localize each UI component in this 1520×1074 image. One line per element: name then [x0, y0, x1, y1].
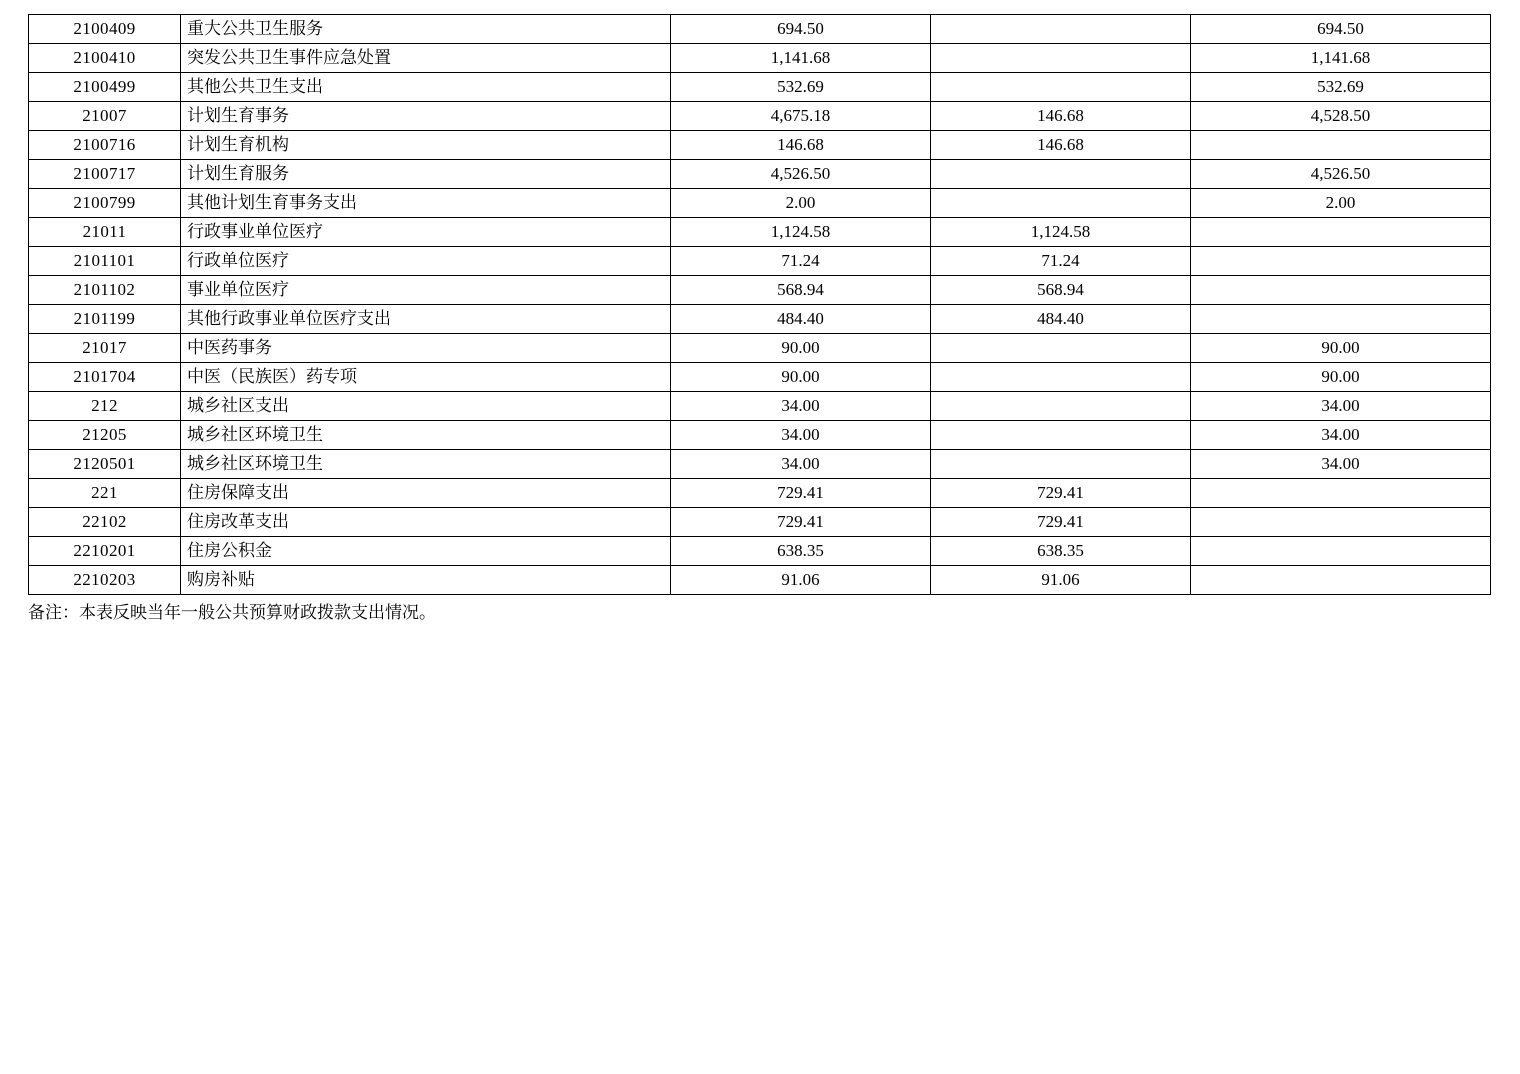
table-row: [29, 479, 1491, 508]
table-row: [29, 73, 1491, 102]
cell-basic-expenditure: [931, 392, 1191, 421]
cell-project-expenditure: [1191, 566, 1491, 595]
cell-subject-name: 城乡社区环境卫生: [181, 450, 671, 479]
table-footnote: 备注：本表反映当年一般公共预算财政拨款支出情况。: [28, 603, 436, 622]
cell-subject-name: 中医（民族医）药专项: [181, 363, 671, 392]
cell-basic-expenditure: [931, 44, 1191, 73]
cell-basic-expenditure: [931, 363, 1191, 392]
cell-subject-code: 2100799: [29, 189, 181, 218]
cell-subject-name: 其他行政事业单位医疗支出: [181, 305, 671, 334]
cell-project-expenditure: [1191, 131, 1491, 160]
cell-subject-name: 其他公共卫生支出: [181, 73, 671, 102]
cell-subject-code: 2120501: [29, 450, 181, 479]
cell-subject-name: 行政事业单位医疗: [181, 218, 671, 247]
cell-project-expenditure: [1191, 537, 1491, 566]
cell-project-expenditure: [1191, 479, 1491, 508]
cell-subject-code: 2101101: [29, 247, 181, 276]
cell-basic-expenditure: 729.41: [931, 508, 1191, 537]
cell-subject-name: 其他计划生育事务支出: [181, 189, 671, 218]
cell-total: 34.00: [671, 392, 931, 421]
cell-basic-expenditure: 638.35: [931, 537, 1191, 566]
cell-subject-code: 21007: [29, 102, 181, 131]
cell-basic-expenditure: [931, 334, 1191, 363]
cell-subject-code: 2101102: [29, 276, 181, 305]
cell-subject-code: 2100499: [29, 73, 181, 102]
cell-basic-expenditure: 146.68: [931, 131, 1191, 160]
cell-total: 638.35: [671, 537, 931, 566]
cell-basic-expenditure: [931, 421, 1191, 450]
cell-total: 4,675.18: [671, 102, 931, 131]
table-row: [29, 102, 1491, 131]
cell-subject-code: 2100409: [29, 15, 181, 44]
cell-subject-name: 行政单位医疗: [181, 247, 671, 276]
cell-basic-expenditure: [931, 189, 1191, 218]
table-body: [29, 15, 1491, 595]
cell-total: 34.00: [671, 421, 931, 450]
cell-subject-code: 22102: [29, 508, 181, 537]
table-row: [29, 305, 1491, 334]
cell-subject-code: 212: [29, 392, 181, 421]
table-row: [29, 44, 1491, 73]
cell-subject-code: 2101704: [29, 363, 181, 392]
cell-project-expenditure: 694.50: [1191, 15, 1491, 44]
cell-subject-code: 2100717: [29, 160, 181, 189]
table-row: [29, 363, 1491, 392]
cell-total: 2.00: [671, 189, 931, 218]
table-row: [29, 450, 1491, 479]
cell-project-expenditure: 1,141.68: [1191, 44, 1491, 73]
cell-subject-name: 事业单位医疗: [181, 276, 671, 305]
cell-basic-expenditure: 91.06: [931, 566, 1191, 595]
cell-total: 1,124.58: [671, 218, 931, 247]
cell-total: 146.68: [671, 131, 931, 160]
table-row: [29, 537, 1491, 566]
cell-total: 91.06: [671, 566, 931, 595]
table-row: [29, 131, 1491, 160]
cell-subject-name: 住房公积金: [181, 537, 671, 566]
cell-basic-expenditure: [931, 73, 1191, 102]
cell-subject-name: 突发公共卫生事件应急处置: [181, 44, 671, 73]
cell-project-expenditure: 34.00: [1191, 450, 1491, 479]
cell-subject-name: 城乡社区支出: [181, 392, 671, 421]
cell-subject-code: 2210201: [29, 537, 181, 566]
cell-basic-expenditure: 729.41: [931, 479, 1191, 508]
cell-project-expenditure: 4,526.50: [1191, 160, 1491, 189]
cell-total: 71.24: [671, 247, 931, 276]
table-row: [29, 189, 1491, 218]
cell-subject-code: 221: [29, 479, 181, 508]
cell-total: 4,526.50: [671, 160, 931, 189]
cell-basic-expenditure: 568.94: [931, 276, 1191, 305]
cell-project-expenditure: 532.69: [1191, 73, 1491, 102]
cell-total: 484.40: [671, 305, 931, 334]
cell-subject-name: 住房保障支出: [181, 479, 671, 508]
cell-subject-code: 21011: [29, 218, 181, 247]
cell-subject-name: 计划生育机构: [181, 131, 671, 160]
cell-total: 568.94: [671, 276, 931, 305]
cell-project-expenditure: 2.00: [1191, 189, 1491, 218]
cell-project-expenditure: 34.00: [1191, 392, 1491, 421]
cell-project-expenditure: [1191, 247, 1491, 276]
table-row: [29, 566, 1491, 595]
cell-basic-expenditure: [931, 450, 1191, 479]
cell-basic-expenditure: 146.68: [931, 102, 1191, 131]
table-row: [29, 421, 1491, 450]
cell-subject-name: 住房改革支出: [181, 508, 671, 537]
cell-subject-name: 购房补贴: [181, 566, 671, 595]
cell-basic-expenditure: [931, 15, 1191, 44]
cell-basic-expenditure: 484.40: [931, 305, 1191, 334]
cell-project-expenditure: 34.00: [1191, 421, 1491, 450]
cell-basic-expenditure: [931, 160, 1191, 189]
table-row: [29, 160, 1491, 189]
cell-subject-name: 重大公共卫生服务: [181, 15, 671, 44]
table-row: [29, 15, 1491, 44]
cell-total: 90.00: [671, 334, 931, 363]
cell-project-expenditure: [1191, 218, 1491, 247]
cell-project-expenditure: [1191, 276, 1491, 305]
cell-project-expenditure: 90.00: [1191, 334, 1491, 363]
cell-total: 729.41: [671, 508, 931, 537]
cell-total: 90.00: [671, 363, 931, 392]
cell-basic-expenditure: 71.24: [931, 247, 1191, 276]
cell-total: 1,141.68: [671, 44, 931, 73]
table-row: [29, 508, 1491, 537]
table-row: [29, 218, 1491, 247]
cell-total: 532.69: [671, 73, 931, 102]
table-row: [29, 247, 1491, 276]
table-row: [29, 392, 1491, 421]
cell-subject-code: 2210203: [29, 566, 181, 595]
cell-basic-expenditure: 1,124.58: [931, 218, 1191, 247]
cell-total: 694.50: [671, 15, 931, 44]
cell-subject-code: 2100716: [29, 131, 181, 160]
cell-project-expenditure: [1191, 305, 1491, 334]
cell-subject-code: 2101199: [29, 305, 181, 334]
cell-subject-name: 中医药事务: [181, 334, 671, 363]
cell-project-expenditure: 90.00: [1191, 363, 1491, 392]
cell-subject-code: 2100410: [29, 44, 181, 73]
cell-total: 729.41: [671, 479, 931, 508]
cell-project-expenditure: 4,528.50: [1191, 102, 1491, 131]
cell-subject-name: 城乡社区环境卫生: [181, 421, 671, 450]
cell-subject-name: 计划生育事务: [181, 102, 671, 131]
cell-subject-code: 21205: [29, 421, 181, 450]
cell-subject-code: 21017: [29, 334, 181, 363]
cell-subject-name: 计划生育服务: [181, 160, 671, 189]
budget-expenditure-table: [28, 14, 1491, 595]
table-row: [29, 276, 1491, 305]
table-row: [29, 334, 1491, 363]
cell-total: 34.00: [671, 450, 931, 479]
cell-project-expenditure: [1191, 508, 1491, 537]
